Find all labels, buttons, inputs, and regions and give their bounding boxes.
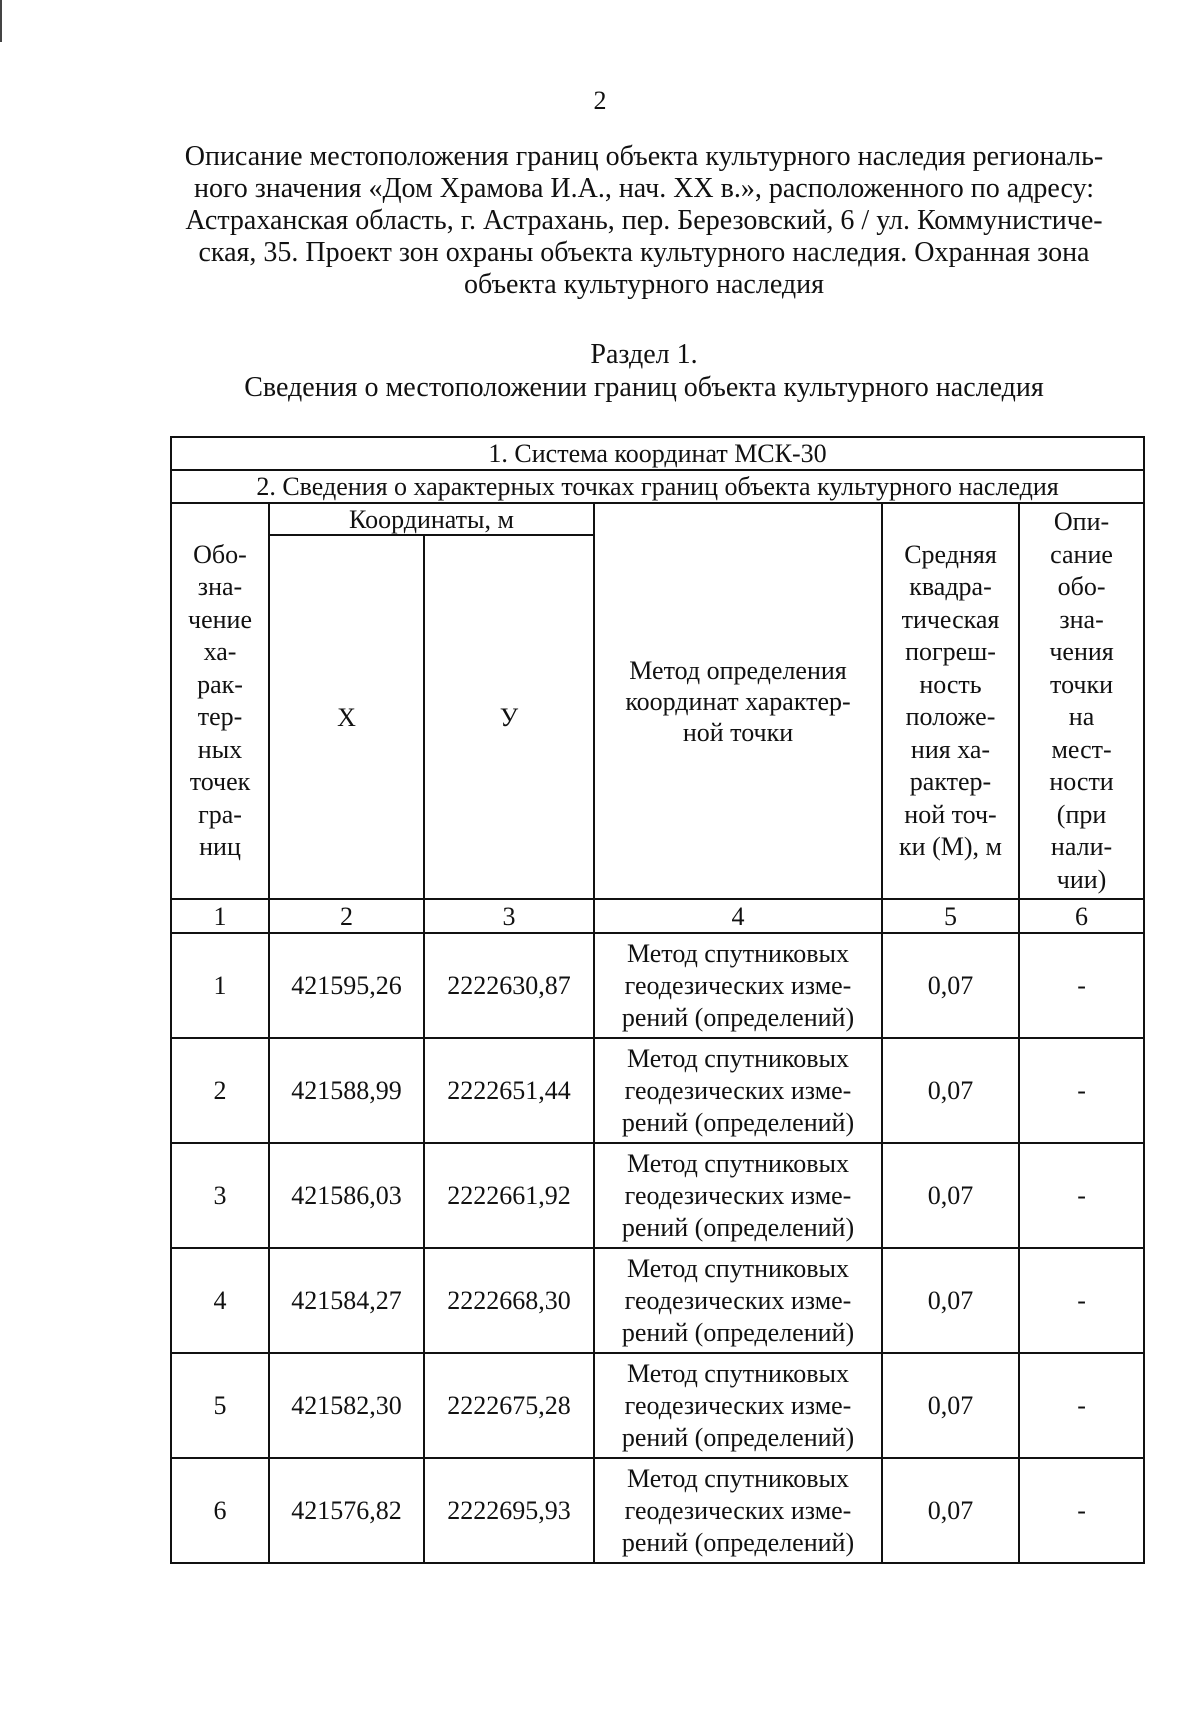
header-line: рактер- (909, 767, 992, 796)
coordinate-system-row (171, 437, 1144, 470)
point-description: - (1019, 1248, 1144, 1353)
point-error: 0,07 (882, 1248, 1019, 1353)
header-line: точки (1050, 669, 1114, 699)
point-y: 2222675,28 (424, 1353, 594, 1458)
point-description: - (1019, 1353, 1144, 1458)
header-line: ных (197, 734, 243, 764)
point-method (594, 1458, 882, 1563)
header-line: Опи- (1053, 507, 1110, 536)
column-number: 1 (171, 899, 269, 933)
header-line: ной точки (682, 717, 794, 747)
header-line: точек (189, 767, 251, 796)
method-line: Метод спутниковых (626, 1043, 849, 1073)
point-error: 0,07 (882, 1038, 1019, 1143)
title-line: Астраханская область, г. Астрахань, пер. Березовский, 6 / ул. Коммунистиче- (185, 205, 1103, 236)
point-x: 421588,99 (269, 1038, 424, 1143)
header-line: зна- (1059, 604, 1104, 634)
designation-header (171, 503, 269, 899)
column-number: 6 (1019, 899, 1144, 933)
point-error: 0,07 (882, 1353, 1019, 1458)
column-number: 2 (269, 899, 424, 933)
y-header: У (424, 535, 594, 899)
point-description: - (1019, 1038, 1144, 1143)
header-line: тер- (197, 702, 243, 731)
header-line: зна- (197, 572, 243, 601)
point-description: - (1019, 1458, 1144, 1563)
coordinate-system-cell: 1. Система координат МСК-30 (171, 437, 1144, 470)
method-line: рений (определений) (621, 1422, 855, 1452)
header-line: чии) (1056, 864, 1107, 894)
title-line: Описание местоположения границ объекта культурного наследия региональ- (184, 141, 1104, 172)
table-row (171, 933, 1144, 1038)
method-line: геодезических изме- (624, 970, 852, 1000)
point-method (594, 933, 882, 1038)
point-method (594, 1143, 882, 1248)
header-line: на (1068, 702, 1095, 731)
method-line: Метод спутниковых (626, 1253, 849, 1283)
point-id: 6 (171, 1458, 269, 1563)
header-line: ки (М), м (899, 832, 1002, 861)
coordinates-header: Координаты, м (269, 503, 594, 535)
table-row (171, 1143, 1144, 1248)
method-line: рений (определений) (621, 1107, 855, 1137)
header-line: гра- (198, 799, 242, 829)
header-line: чение (188, 604, 252, 634)
header-line: Метод определения (629, 655, 847, 685)
method-line: геодезических изме- (624, 1495, 852, 1525)
point-error: 0,07 (882, 1458, 1019, 1563)
point-x: 421595,26 (269, 933, 424, 1038)
method-line: рений (определений) (621, 1002, 855, 1032)
scan-edge-mark (0, 0, 2, 42)
points-header-row (171, 470, 1144, 503)
column-number: 3 (424, 899, 594, 933)
header-line: ной точ- (904, 799, 997, 829)
point-y: 2222661,92 (424, 1143, 594, 1248)
method-line: рений (определений) (621, 1317, 855, 1347)
characteristic-points-table (170, 436, 1145, 1564)
table-row (171, 1353, 1144, 1458)
error-header (882, 503, 1019, 899)
header-line: обо- (1057, 572, 1106, 601)
header-line: тическая (901, 604, 1000, 634)
method-line: рений (определений) (621, 1527, 855, 1557)
header-line: чения (1049, 637, 1114, 666)
method-header (594, 503, 882, 899)
header-line: ха- (203, 637, 237, 666)
point-id: 3 (171, 1143, 269, 1248)
document-title (170, 141, 1118, 301)
header-line: сание (1050, 539, 1113, 569)
header-line: нали- (1050, 832, 1113, 861)
title-line: ного значения «Дом Храмова И.А., нач. XX в.», расположенного по адресу: (193, 173, 1095, 204)
point-y: 2222695,93 (424, 1458, 594, 1563)
point-x: 421584,27 (269, 1248, 424, 1353)
column-header-row (171, 503, 1144, 535)
point-y: 2222651,44 (424, 1038, 594, 1143)
column-number: 4 (594, 899, 882, 933)
method-line: Метод спутниковых (626, 1148, 849, 1178)
point-description: - (1019, 933, 1144, 1038)
header-line: ность (919, 669, 982, 699)
header-line: квадра- (909, 572, 992, 601)
point-method (594, 1248, 882, 1353)
title-line: объекта культурного наследия (464, 269, 824, 300)
point-method (594, 1353, 882, 1458)
point-x: 421582,30 (269, 1353, 424, 1458)
method-line: рений (определений) (621, 1212, 855, 1242)
point-id: 5 (171, 1353, 269, 1458)
header-line: рак- (197, 669, 243, 699)
point-y: 2222668,30 (424, 1248, 594, 1353)
point-method (594, 1038, 882, 1143)
header-line: координат характер- (625, 686, 851, 716)
header-line: (при (1056, 799, 1107, 829)
section-title: Сведения о местоположении границ объекта культурного наследия (244, 372, 1044, 403)
point-error: 0,07 (882, 1143, 1019, 1248)
point-description: - (1019, 1143, 1144, 1248)
header-line: ности (1049, 767, 1114, 796)
table-row (171, 1248, 1144, 1353)
column-number: 5 (882, 899, 1019, 933)
point-id: 1 (171, 933, 269, 1038)
point-id: 2 (171, 1038, 269, 1143)
section-heading (170, 338, 1118, 404)
header-line: положе- (905, 702, 996, 731)
method-line: Метод спутниковых (626, 938, 849, 968)
method-line: геодезических изме- (624, 1285, 852, 1315)
method-line: геодезических изме- (624, 1180, 852, 1210)
title-line: ская, 35. Проект зон охраны объекта культурного наследия. Охранная зона (198, 237, 1090, 268)
method-line: геодезических изме- (624, 1390, 852, 1420)
description-header (1019, 503, 1144, 899)
header-line: ния ха- (910, 734, 991, 764)
method-line: Метод спутниковых (626, 1358, 849, 1388)
table-row (171, 1458, 1144, 1563)
header-line: мест- (1051, 734, 1112, 764)
x-header: X (269, 535, 424, 899)
point-x: 421576,82 (269, 1458, 424, 1563)
header-line: Обо- (193, 539, 247, 569)
section-number: Раздел 1. (590, 339, 698, 370)
header-line: Средняя (904, 539, 997, 569)
page-number: 2 (593, 86, 607, 115)
column-numbers-row (171, 899, 1144, 933)
method-line: геодезических изме- (624, 1075, 852, 1105)
point-x: 421586,03 (269, 1143, 424, 1248)
point-y: 2222630,87 (424, 933, 594, 1038)
header-line: ниц (199, 832, 241, 861)
method-line: Метод спутниковых (626, 1463, 849, 1493)
point-id: 4 (171, 1248, 269, 1353)
header-line: погреш- (905, 637, 996, 666)
points-header-cell: 2. Сведения о характерных точках границ объекта культурного наследия (171, 470, 1144, 503)
table-row (171, 1038, 1144, 1143)
point-error: 0,07 (882, 933, 1019, 1038)
